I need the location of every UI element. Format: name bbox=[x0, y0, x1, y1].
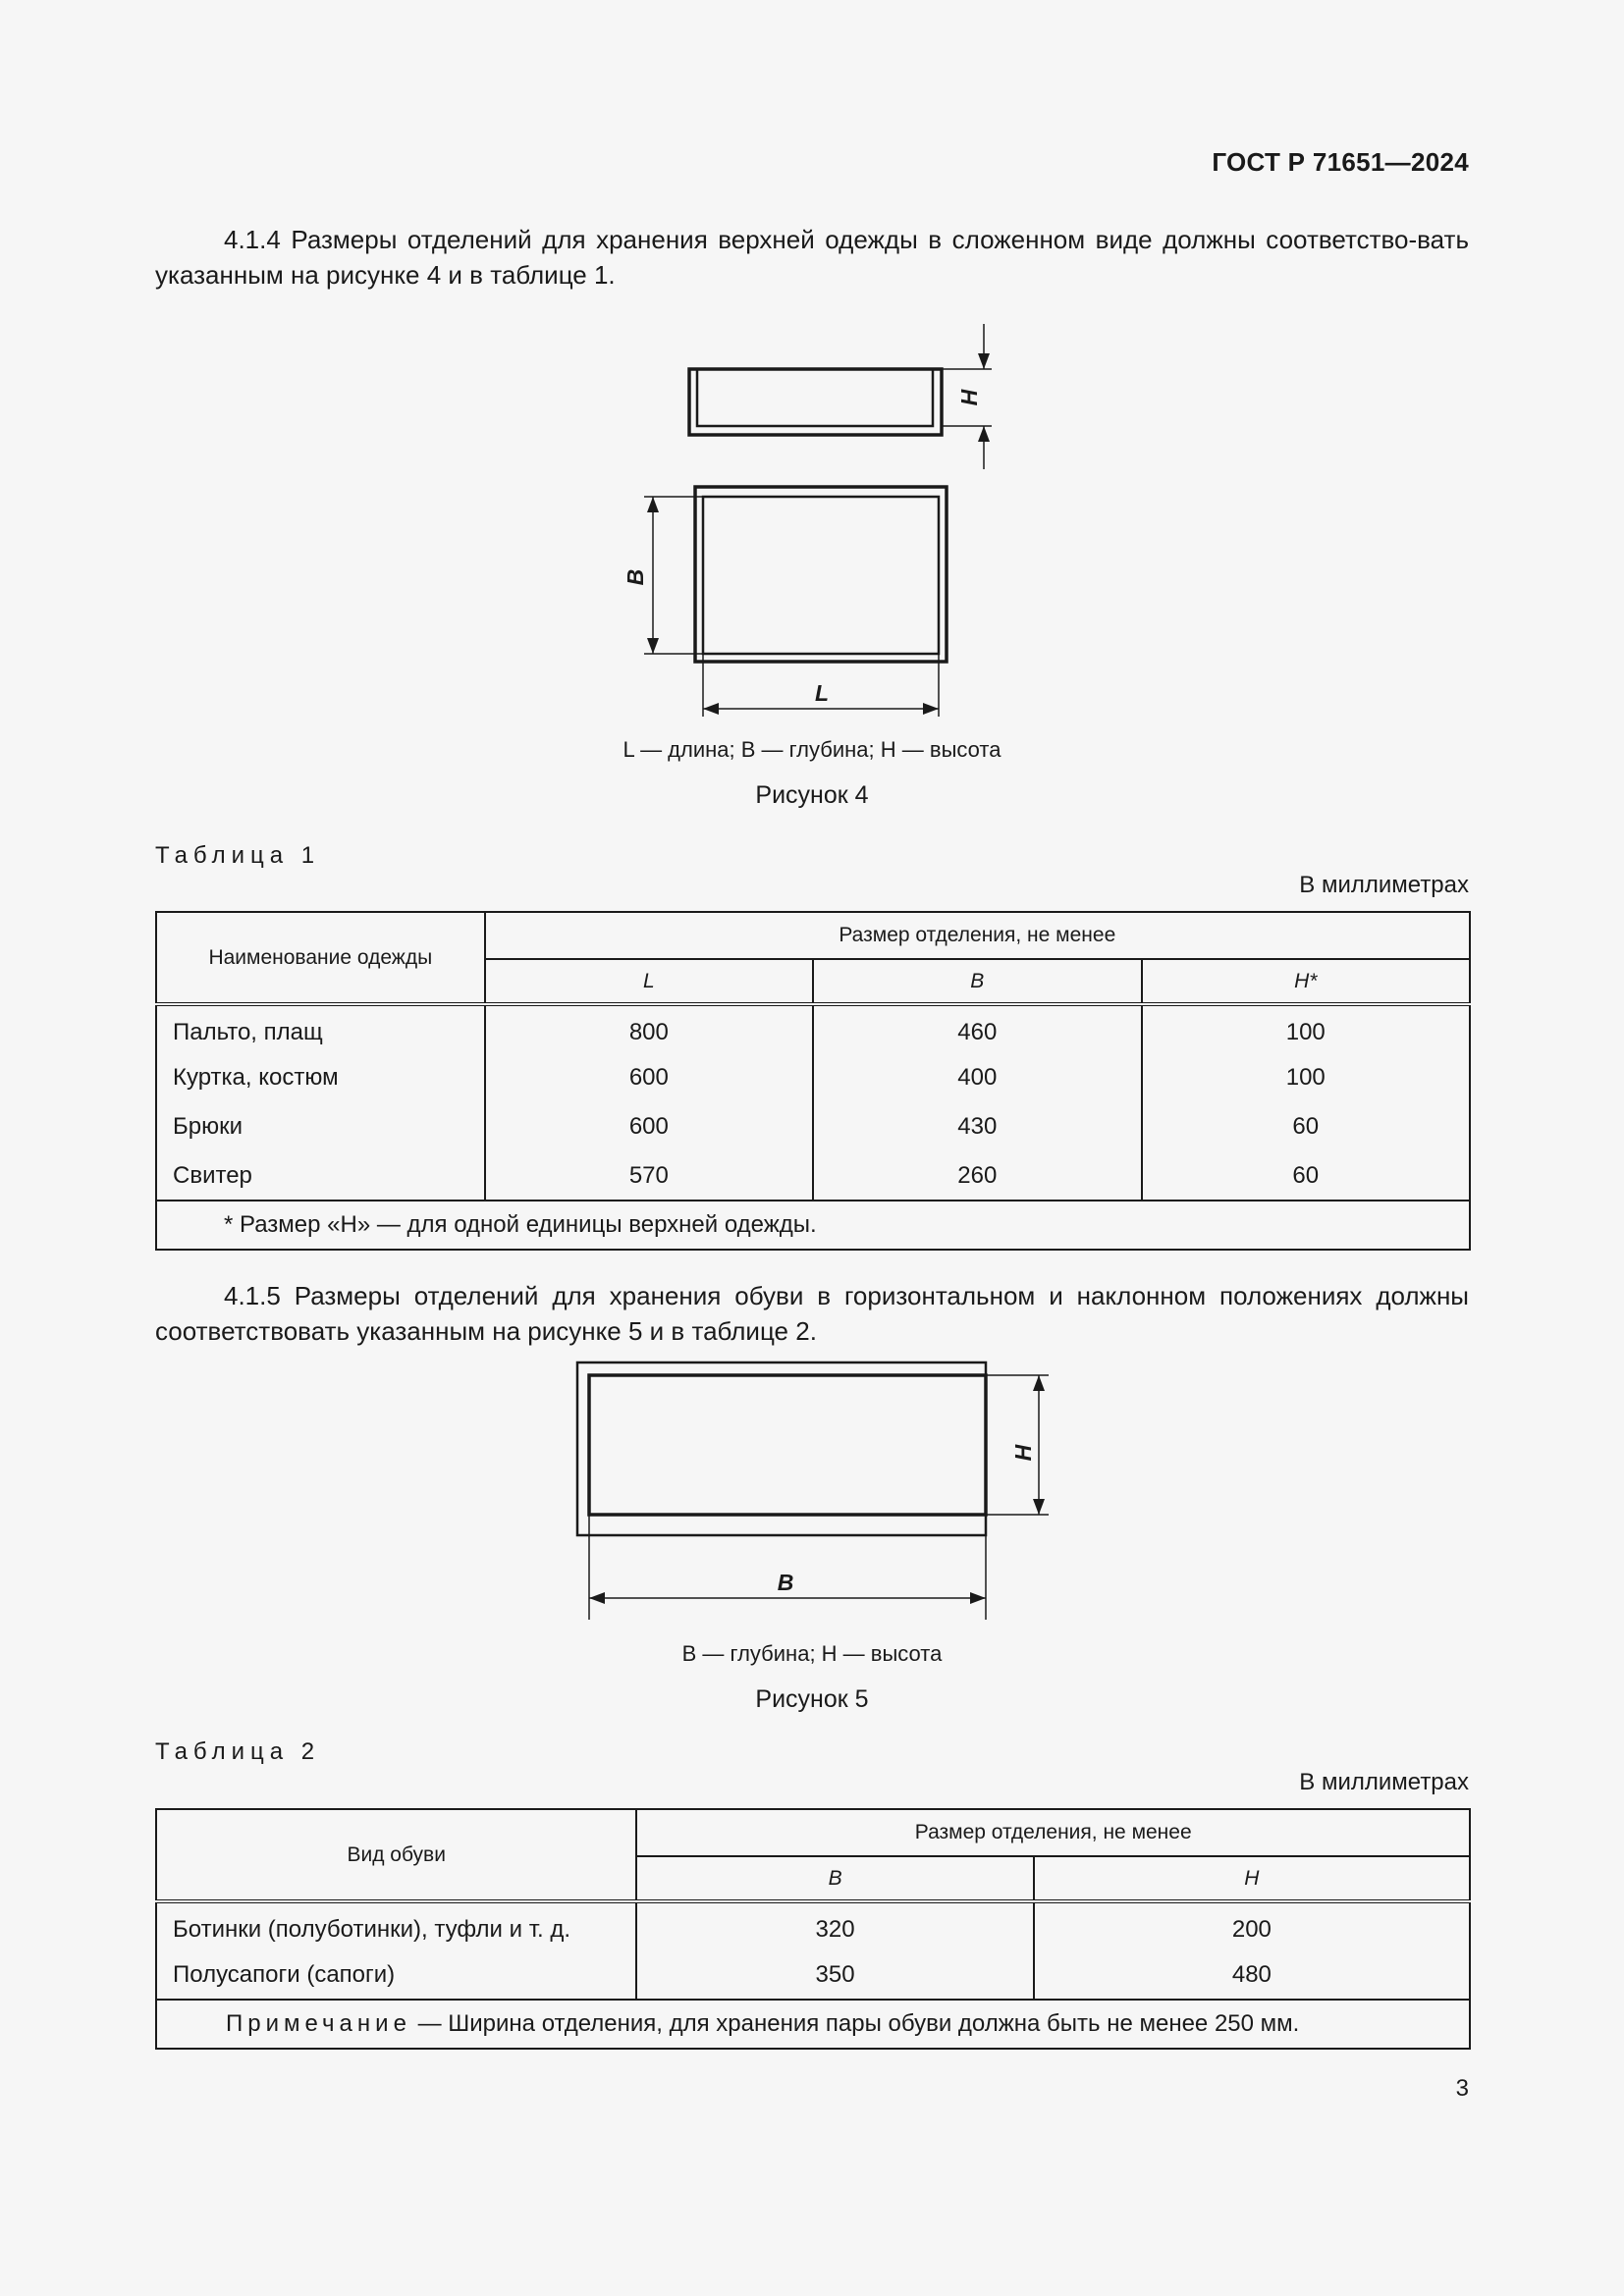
table-row bbox=[156, 1901, 1470, 1950]
table-2-header-name: Вид обуви bbox=[156, 1809, 636, 1901]
table-1-cell-name: Брюки bbox=[156, 1102, 485, 1151]
fig4-plan-box-outer bbox=[695, 487, 947, 662]
table-2-header-b: B bbox=[636, 1856, 1033, 1901]
figure-4-drawing bbox=[0, 0, 1624, 746]
fig4-label-l: L bbox=[814, 680, 830, 706]
table-2-note-text: — Ширина отделения, для хранения пары обуви должна быть не менее 250 мм. bbox=[417, 2010, 1300, 2037]
fig4-height-box-inner bbox=[697, 369, 933, 426]
table-1-cell-h: 100 bbox=[1142, 1053, 1470, 1102]
fig5-box-outer bbox=[577, 1362, 986, 1535]
figure-4-title: Рисунок 4 bbox=[755, 781, 869, 809]
table-2-header-group: Размер отделения, не менее bbox=[636, 1809, 1470, 1856]
table-row bbox=[156, 1053, 1470, 1102]
table-1-footnote bbox=[156, 1201, 1470, 1250]
table-2-cell-b: 320 bbox=[636, 1901, 1033, 1950]
table-1-cell-name: Пальто, плащ bbox=[156, 1004, 485, 1053]
table-1-header-b: B bbox=[813, 959, 1141, 1004]
table-row bbox=[156, 1151, 1470, 1201]
fig4-plan-box-inner bbox=[703, 497, 939, 654]
table-1-cell-l: 570 bbox=[485, 1151, 813, 1201]
table-1-footnote-text: * Размер «H» — для одной единицы верхней одежды. bbox=[224, 1211, 817, 1238]
fig5-label-b: B bbox=[777, 1570, 794, 1595]
table-2-cell-name: Ботинки (полуботинки), туфли и т. д. bbox=[156, 1901, 636, 1950]
table-2-cell-h: 480 bbox=[1034, 1950, 1470, 2000]
table-1-cell-b: 430 bbox=[813, 1102, 1141, 1151]
fig5-label-h: H bbox=[1010, 1444, 1036, 1462]
figure-4-legend: L — длина; B — глубина; H — высота bbox=[623, 737, 1001, 762]
figure-5-drawing bbox=[0, 1355, 1624, 1629]
table-1-header-name: Наименование одежды bbox=[156, 912, 485, 1004]
table-1-cell-name: Свитер bbox=[156, 1151, 485, 1201]
table-1-cell-b: 400 bbox=[813, 1053, 1141, 1102]
fig5-box-inner bbox=[589, 1375, 986, 1515]
table-1-cell-h: 60 bbox=[1142, 1151, 1470, 1201]
table-1-cell-b: 460 bbox=[813, 1004, 1141, 1053]
figure-5-title: Рисунок 5 bbox=[755, 1685, 869, 1713]
table-1-units: В миллиметрах bbox=[1299, 872, 1469, 898]
document-id: ГОСТ Р 71651—2024 bbox=[1212, 147, 1469, 177]
fig4-label-b: B bbox=[623, 568, 648, 586]
table-row bbox=[156, 1950, 1470, 2000]
table-2 bbox=[155, 1808, 1471, 2050]
table-2-note-label: Примечание bbox=[226, 2010, 411, 2037]
table-1-cell-h: 60 bbox=[1142, 1102, 1470, 1151]
table-1-label: Таблица 1 bbox=[155, 842, 321, 869]
table-2-units: В миллиметрах bbox=[1299, 1769, 1469, 1795]
table-2-note bbox=[156, 2000, 1470, 2049]
table-2-header-h: H bbox=[1034, 1856, 1470, 1901]
table-1-cell-h: 100 bbox=[1142, 1004, 1470, 1053]
table-1-header-group: Размер отделения, не менее bbox=[485, 912, 1470, 959]
table-row bbox=[156, 1102, 1470, 1151]
table-2-label: Таблица 2 bbox=[155, 1738, 321, 1765]
fig4-label-h: H bbox=[956, 389, 982, 406]
table-1-cell-l: 600 bbox=[485, 1102, 813, 1151]
table-1-cell-name: Куртка, костюм bbox=[156, 1053, 485, 1102]
table-1-cell-l: 800 bbox=[485, 1004, 813, 1053]
figure-5-legend: B — глубина; H — высота bbox=[681, 1641, 943, 1666]
table-2-cell-h: 200 bbox=[1034, 1901, 1470, 1950]
paragraph-4-1-5 bbox=[155, 1278, 1469, 1349]
table-1-header-l: L bbox=[485, 959, 813, 1004]
table-2-cell-name: Полусапоги (сапоги) bbox=[156, 1950, 636, 2000]
table-1-cell-b: 260 bbox=[813, 1151, 1141, 1201]
table-1-header-h: H* bbox=[1142, 959, 1470, 1004]
page-number: 3 bbox=[1455, 2075, 1469, 2102]
table-1-cell-l: 600 bbox=[485, 1053, 813, 1102]
paragraph-4-1-5-text: 4.1.5 Размеры отделений для хранения обуви в горизонтальном и наклонном положениях должны соответствовать указанным на рисунке 5 и в таблице 2. bbox=[155, 1281, 1469, 1346]
table-row bbox=[156, 1004, 1470, 1053]
paragraph-4-1-4-text: 4.1.4 Размеры отделений для хранения верхней одежды в сложенном виде должны соответство-вать указанным на рисунке 4 и в таблице 1. bbox=[155, 225, 1469, 290]
table-1 bbox=[155, 911, 1471, 1251]
table-2-cell-b: 350 bbox=[636, 1950, 1033, 2000]
